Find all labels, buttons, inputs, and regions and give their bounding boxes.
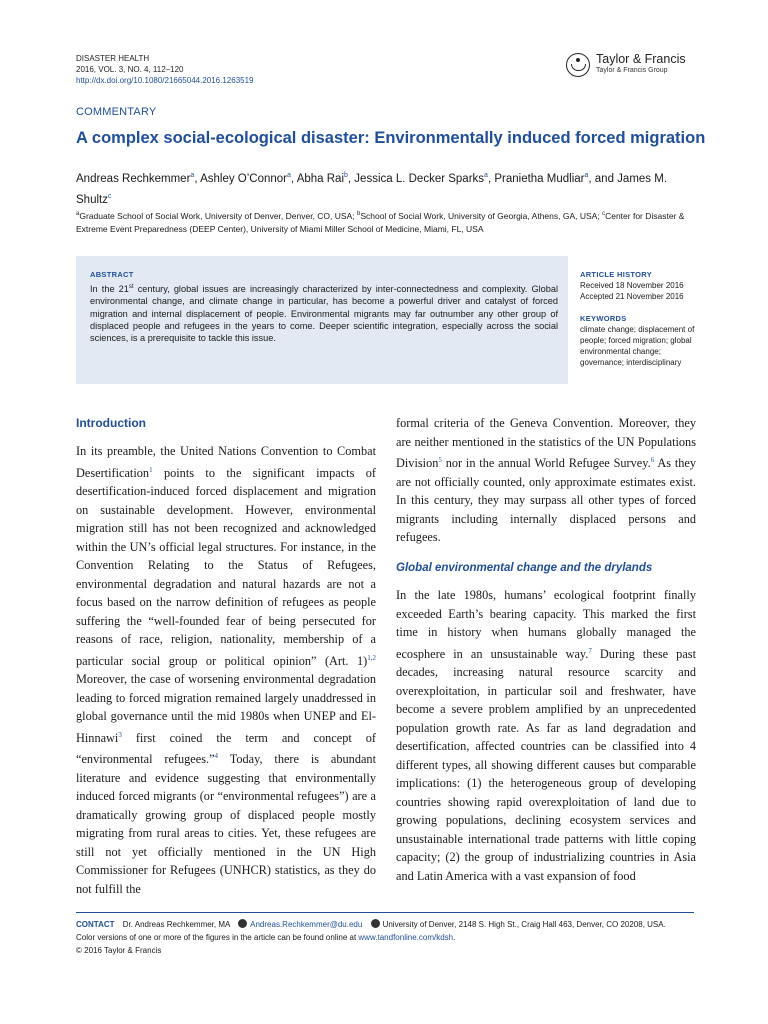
author-name: Abha Rai	[296, 172, 344, 185]
footer-divider	[76, 912, 694, 913]
journal-url[interactable]: www.tandfonline.com/kdsh	[358, 933, 454, 942]
journal-name: DISASTER HEALTH	[76, 54, 150, 63]
citation-link[interactable]: 4	[214, 752, 219, 761]
author-name: Ashley O’Connor	[200, 172, 288, 185]
footer	[76, 918, 706, 957]
paragraph: In its preamble, the United Nations Convention to Combat Desertification$^1$ points to the significant impacts of desertification-induced forced displacement and migration on sustainable development. However, environmental migration still has not been recognized and acknowledged within the UN’s official legal structures. For instance, in the Convention Relating to the Status of Refugees, environmental degradation and natural hazards are not a focus based on the narrow definition of refugees as people suffering the “well-founded fear of being persecuted for reasons of race, religion, nationality, membership of a particular social group or political opinion” (Art. 1)$^{1,2}$ Moreover, the case of worsening environmental degradation leading to forced migration remained largely unaddressed in global governance until the mid 1980s when UNEP and El-Hinnawi$^3$ first coined the term and concept of “environmental refugees.”$^4$ Today, there is abundant literature and evidence suggesting that environmentally induced forced migrants (or “environmental refugees”) are a dramatically growing group of displaced people mostly migrating from rural areas to cities. Yet, these refugees are still not yet officially mentioned in the UN High Commissioner for Refugees (UNHCR) statistics, as they do not fulfill the	[76, 444, 376, 896]
keywords	[580, 313, 705, 368]
citation-link[interactable]: 5	[438, 456, 442, 464]
copyright: © 2016 Taylor & Francis	[76, 946, 162, 955]
abstract-text: In the 21	[90, 284, 129, 295]
citation-link[interactable]: 6	[650, 456, 655, 464]
keywords-list: climate change; displacement of people; forced migration; global environmental change; governance; interdisciplinary	[580, 325, 695, 367]
author-name: Jessica L. Decker Sparks	[354, 172, 485, 185]
article-history	[580, 269, 684, 302]
body-column-right-2	[396, 586, 696, 885]
paragraph: formal criteria of the Geneva Convention. Moreover, they are neither mentioned in the statistics of the UN Populations Division$^5$ nor in the annual World Refugee Survey.$^6$ As they are not officially counted, only approximate estimates exist. In this century, they may surpass all other types of forced migrants including internally displaced persons and refugees.	[396, 416, 696, 545]
author-name: Pranietha Mudliar	[494, 172, 585, 185]
publisher-group: Taylor & Francis Group	[596, 67, 668, 74]
contact-label: CONTACT	[76, 920, 115, 929]
abstract-text: century, global issues are increasingly characterized by inter-connectedness and complexity. Global environmental change, and climate change in particular, has become a powerful driver and catalyst of forced migration and internal displacement of people. Environmental migrants may far outnumber any other group of displaced people and refugees in the years to come. Deeper scientific integration, especially across the social sciences, is a prerequisite to tackle this issue.	[90, 284, 558, 344]
abstract	[90, 269, 558, 344]
section-heading-global-change: Global environmental change and the drylands	[396, 562, 653, 574]
author-name: Andreas Rechkemmer	[76, 172, 191, 185]
article-title: A complex social-ecological disaster: Environmentally induced forced migration	[76, 129, 706, 147]
author-list: Andreas Rechkemmer$^a$, Ashley O’Connor$^a$, Abha Rai$^b$, Jessica L. Decker Sparks$^a$, Pranietha Mudliar$^a$, and James M. Shultz$^c$	[76, 172, 668, 206]
affiliation-marker: a	[190, 172, 195, 179]
affiliations: $^a$Graduate School of Social Work, University of Denver, Denver, CO, USA; $^b$School of Social Work, University of Georgia, Athens, GA, USA; $^c$Center for Disaster & Extreme Event Preparedness (DEEP Center), University of Miami Miller School of Medicine, Miami, FL, USA	[76, 210, 685, 234]
received-date: Received 18 November 2016	[580, 281, 684, 290]
doi-link[interactable]: http://dx.doi.org/10.1080/21665044.2016.1263519	[76, 76, 254, 85]
keywords-label: KEYWORDS	[580, 314, 627, 323]
article-type: COMMENTARY	[76, 106, 157, 118]
affiliation-marker: a	[484, 172, 488, 179]
journal-info	[76, 53, 254, 86]
abstract-sup: st	[128, 284, 134, 291]
contact-line	[76, 918, 706, 931]
email-icon	[238, 919, 247, 928]
citation-link[interactable]: 1,2	[367, 653, 376, 662]
color-note: Color versions of one or more of the figures in the article can be found online at www.tandfonline.com/kdsh.	[76, 933, 456, 942]
affiliation-a: Graduate School of Social Work, University of Denver, Denver, CO, USA;	[79, 210, 355, 221]
contact-email[interactable]: Andreas.Rechkemmer@du.edu	[250, 920, 363, 929]
body-column-left	[76, 442, 376, 898]
publisher-logo	[566, 53, 686, 77]
address-icon	[371, 919, 380, 928]
paragraph: In the late 1980s, humans’ ecological footprint finally exceeded Earth’s bearing capacity. This marked the first time in history when humans globally managed the ecosphere in an unsustainable way.$^7$ During these past decades, increasing natural resource scarcity and overexploitation, in particular soil and freshwater, have become a severe problem amplified by an unprecedented population growth rate. As far as land degradation and desertification, affected countries can be classified into 4 different types, all showing different causes but comparable implications: (1) the heterogeneous group of developing countries showing rapid overexploitation of land due to growing populations, declining ecosystem services and unsustainable international trade patterns with little coping capacity; (2) the group of industrializing countries in Asia and Latin America with a vast expansion of food	[396, 588, 696, 883]
citation-link[interactable]: 1	[149, 465, 153, 474]
section-heading-introduction: Introduction	[76, 416, 146, 430]
contact-name: Dr. Andreas Rechkemmer, MA	[122, 920, 230, 929]
affiliation-marker: b	[344, 172, 348, 179]
contact-address: University of Denver, 2148 S. High St., Craig Hall 463, Denver, CO 20208, USA.	[382, 920, 666, 929]
abstract-label: ABSTRACT	[90, 270, 134, 279]
history-label: ARTICLE HISTORY	[580, 270, 653, 279]
affiliation-b: School of Social Work, University of Georgia, Athens, GA, USA;	[360, 210, 600, 221]
citation-link[interactable]: 3	[118, 730, 122, 739]
author-name: James M. Shultz	[76, 172, 668, 206]
affiliation-c: Center for Disaster & Extreme Event Preparedness (DEEP Center), University of Miami Miller School of Medicine, Miami, FL, USA	[76, 210, 685, 234]
affiliation-marker: a	[584, 172, 589, 179]
journal-volume: 2016, VOL. 3, NO. 4, 112–120	[76, 65, 184, 74]
lamp-icon	[566, 53, 590, 77]
body-column-right	[396, 414, 696, 547]
accepted-date: Accepted 21 November 2016	[580, 292, 684, 301]
affiliation-marker: a	[287, 172, 291, 179]
citation-link[interactable]: 7	[588, 646, 592, 655]
affiliation-marker: c	[107, 192, 112, 200]
publisher-name: Taylor & Francis	[596, 52, 686, 66]
